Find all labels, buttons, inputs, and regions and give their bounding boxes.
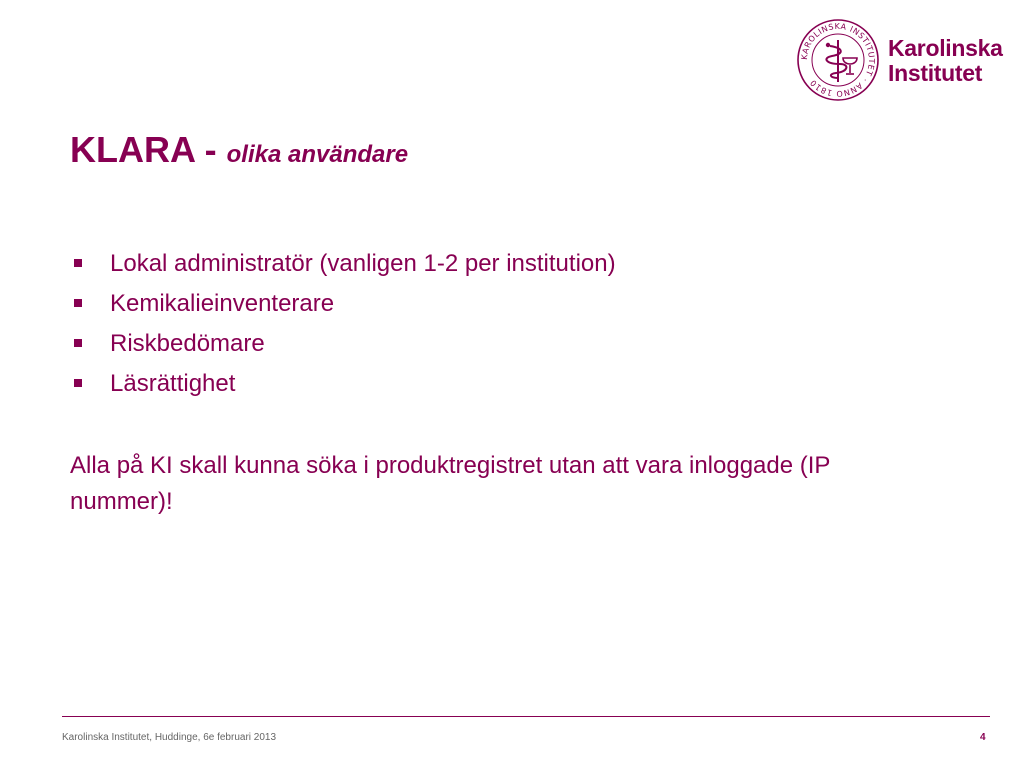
logo-wordmark-line1: Karolinska	[888, 35, 1003, 61]
karolinska-logo	[796, 18, 1006, 102]
karolinska-seal-icon	[796, 18, 880, 102]
square-bullet-icon	[74, 379, 82, 387]
page-number: 4	[980, 732, 986, 743]
body-paragraph: Alla på KI skall kunna söka i produktregistret utan att vara inloggade (IP nummer)!	[70, 452, 830, 515]
logo-wordmark-line2: Institutet	[888, 60, 983, 86]
bullet-item	[70, 244, 616, 284]
logo-wordmark	[888, 36, 1003, 86]
slide-title-main: KLARA -	[70, 129, 227, 170]
slide-title	[70, 128, 408, 177]
bullet-text: Riskbedömare	[110, 330, 265, 357]
square-bullet-icon	[74, 299, 82, 307]
bullet-item	[70, 284, 616, 324]
bullet-text: Kemikalieinventerare	[110, 290, 335, 317]
footer-text: Karolinska Institutet, Huddinge, 6e februari 2013	[62, 732, 277, 743]
square-bullet-icon	[74, 259, 82, 267]
slide-title-sub: olika användare	[226, 141, 409, 168]
bullet-item	[70, 324, 616, 364]
footer-divider	[62, 716, 990, 717]
bullet-item	[70, 364, 616, 404]
seal-ring-text: KAROLINSKA INSTITUTET · ANNO 1810	[799, 21, 877, 99]
bullet-text: Läsrättighet	[110, 370, 236, 397]
square-bullet-icon	[74, 339, 82, 347]
bullet-list	[70, 244, 616, 404]
bullet-text: Lokal administratör (vanligen 1-2 per institution)	[110, 250, 616, 277]
